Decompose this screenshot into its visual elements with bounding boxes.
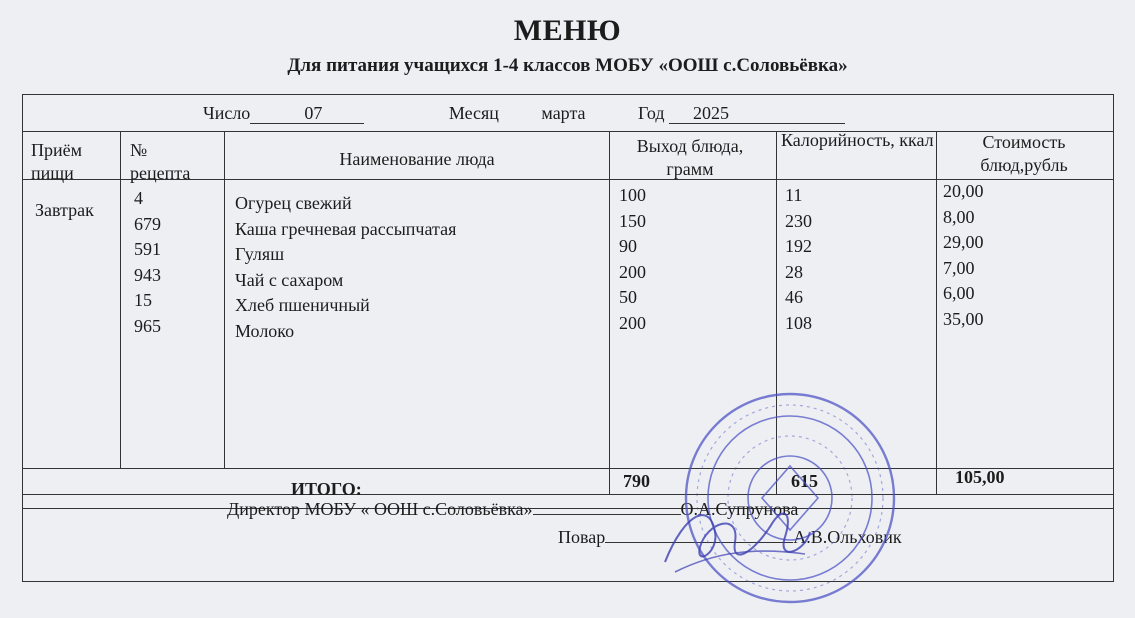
table-cell-recipe: 965 <box>134 315 161 336</box>
rule-under-total <box>23 494 1113 495</box>
calories-column <box>785 183 812 336</box>
date-row <box>203 101 845 126</box>
col-divider-5 <box>936 131 937 494</box>
table-cell-recipe: 679 <box>134 213 161 234</box>
header-output: Выход блюда, грамм <box>636 136 744 179</box>
table-cell-recipe: 4 <box>134 188 143 208</box>
menu-table <box>22 94 1114 582</box>
year-value: 2025 <box>693 103 729 123</box>
table-cell-recipe: 943 <box>134 264 161 285</box>
table-cell-output: 90 <box>619 236 637 256</box>
meal-label: Завтрак <box>35 200 94 220</box>
total-calories: 615 <box>791 471 818 491</box>
table-cell-cost: 20,00 <box>943 181 984 201</box>
table-cell-name: Чай с сахаром <box>235 269 344 290</box>
table-cell-cost: 29,00 <box>943 232 984 252</box>
recipe-column <box>134 186 161 339</box>
table-cell-name: Гуляш <box>235 244 285 264</box>
director-name: О.А.Супрунова <box>680 499 799 519</box>
cook-name: А.В.Ольховик <box>793 527 902 547</box>
table-cell-cost: 8,00 <box>943 206 975 227</box>
header-recipe: № рецепта <box>130 140 191 183</box>
table-cell-recipe: 15 <box>134 290 152 310</box>
table-cell-cost: 6,00 <box>943 283 975 303</box>
col-divider-2 <box>224 131 225 468</box>
signature-scribble <box>655 492 815 582</box>
table-cell-output: 150 <box>619 210 646 231</box>
table-cell-output: 50 <box>619 287 637 307</box>
table-cell-output: 100 <box>619 185 646 205</box>
cook-label: Повар <box>558 527 606 547</box>
table-cell-output: 200 <box>619 312 646 333</box>
table-cell-name: Молоко <box>235 320 295 341</box>
table-cell-recipe: 591 <box>134 239 161 259</box>
col-divider-3 <box>609 131 610 494</box>
year-label: Год <box>638 103 665 123</box>
table-cell-cost: 35,00 <box>943 308 984 329</box>
year-value-line <box>669 103 845 124</box>
header-meal: Приём пищи <box>31 140 83 183</box>
day-value-line <box>250 103 364 124</box>
name-column <box>235 191 456 344</box>
cost-column <box>943 179 984 332</box>
table-cell-name: Каша гречневая рассыпчатая <box>235 218 457 239</box>
rule-above-total <box>23 468 1113 469</box>
day-value: 07 <box>304 103 323 123</box>
table-cell-calories: 108 <box>785 312 812 333</box>
table-cell-name: Хлеб пшеничный <box>235 295 370 315</box>
month-value: марта <box>541 103 586 123</box>
table-cell-calories: 11 <box>785 185 803 205</box>
table-cell-calories: 192 <box>785 236 812 256</box>
table-cell-calories: 230 <box>785 210 812 231</box>
month-label: Месяц <box>448 103 499 123</box>
total-output: 790 <box>623 471 650 491</box>
table-cell-output: 200 <box>619 261 646 282</box>
table-cell-calories: 46 <box>785 287 803 307</box>
col-divider-1 <box>120 131 121 468</box>
header-name: Наименование люда <box>339 149 495 169</box>
page-title: МЕНЮ <box>513 14 622 47</box>
header-cost: Стоимость блюд,рубль <box>980 132 1068 175</box>
table-cell-cost: 7,00 <box>943 257 975 278</box>
total-cost: 105,00 <box>955 467 1005 487</box>
director-label: Директор МОБУ « ООШ с.Соловьёвка» <box>227 499 533 519</box>
page-subtitle: Для питания учащихся 1-4 классов МОБУ «ООШ с.Соловьёвка» <box>287 55 848 76</box>
header-calories: Калорийность, ккал <box>781 130 934 150</box>
total-label: ИТОГО: <box>291 479 362 499</box>
day-label: Число <box>203 103 251 123</box>
output-column <box>619 183 646 336</box>
table-cell-name: Огурец свежий <box>235 193 352 213</box>
table-cell-calories: 28 <box>785 261 803 282</box>
